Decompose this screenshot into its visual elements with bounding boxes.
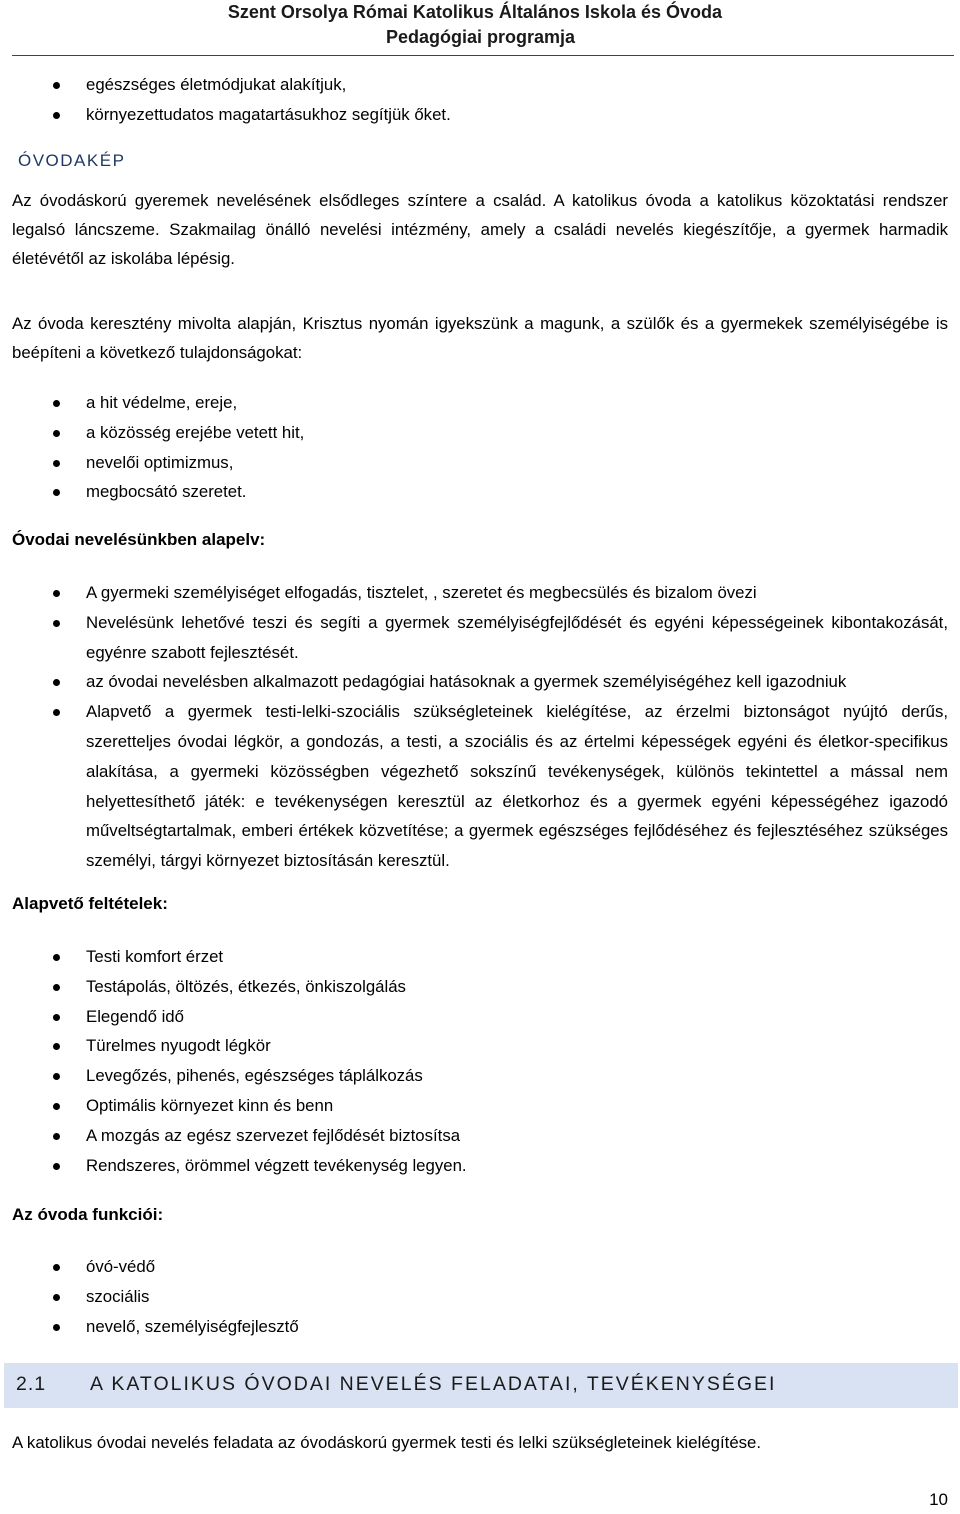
- page-header: [0, 0, 960, 56]
- header-program-title: Pedagógiai programja: [385, 27, 575, 47]
- section-title: A KATOLIKUS ÓVODAI NEVELÉS FELADATAI, TEVÉKENYSÉGEI: [90, 1373, 777, 1395]
- page-number: 10: [929, 1490, 948, 1509]
- paragraph-ovodakep: Az óvodáskorú gyeremek nevelésének elsődleges színtere a család. A katolikus óvoda a katolikus közoktatási rendszer legalsó láncszeme. Szakmailag önálló nevelési intézmény, amely a családi nevelés kiegészítője, a gyermek harmadik életévétől az iskolába lépésig.: [12, 191, 948, 268]
- list-item: Testi komfort érzet: [0, 942, 960, 972]
- list-item: nevelői optimizmus,: [0, 448, 960, 478]
- conditions-heading: Alapvető feltételek:: [12, 894, 168, 913]
- list-item: környezettudatos magatartásukhoz segítjük őket.: [0, 100, 960, 130]
- list-item: szociális: [0, 1282, 960, 1312]
- list-item: az óvodai nevelésben alkalmazott pedagógiai hatásoknak a gyermek személyiségéhez kell igazodniuk: [0, 667, 960, 697]
- list-item: óvó-védő: [0, 1252, 960, 1282]
- list-item: Nevelésünk lehetővé teszi és segíti a gyermek személyiségfejlődését és egyéni képességeinek kibontakozását, egyénre szabott fejlesztését.: [0, 608, 960, 668]
- closing-paragraph: A katolikus óvodai nevelés feladata az óvodáskorú gyermek testi és lelki szükségleteinek kielégítése.: [12, 1433, 762, 1452]
- list-item: A mozgás az egész szervezet fejlődését biztosítsa: [0, 1121, 960, 1151]
- paragraph-qualities-intro: Az óvoda keresztény mivolta alapján, Krisztus nyomán igyekszünk a magunk, a szülők és a gyermekek személyiségébe is beépíteni a következő tulajdonságokat:: [12, 314, 948, 362]
- list-item: A gyermeki személyiséget elfogadás, tisztelet, , szeretet és megbecsülés és bizalom övezi: [0, 578, 960, 608]
- intro-list: [0, 70, 960, 130]
- list-item: Testápolás, öltözés, étkezés, önkiszolgálás: [0, 972, 960, 1002]
- list-item: Türelmes nyugodt légkör: [0, 1031, 960, 1061]
- functions-heading: Az óvoda funkciói:: [12, 1205, 164, 1224]
- list-item: Levegőzés, pihenés, egészséges táplálkozás: [0, 1061, 960, 1091]
- section-heading-bar: [4, 1363, 958, 1408]
- functions-list: [0, 1252, 960, 1341]
- list-item: megbocsátó szeretet.: [0, 477, 960, 507]
- list-item: egészséges életmódjukat alakítjuk,: [0, 70, 960, 100]
- list-item: Elegendő idő: [0, 1002, 960, 1032]
- qualities-list: [0, 388, 960, 507]
- header-divider: [12, 55, 954, 56]
- list-item: a közösség erejébe vetett hit,: [0, 418, 960, 448]
- conditions-list: [0, 942, 960, 1180]
- list-item: Alapvető a gyermek testi-lelki-szociális szükségleteinek kielégítése, az érzelmi biztonságot nyújtó derűs, szeretteljes óvodai légkör, a gondozás, a testi, a szociális és az értelmi képességek egyéni és életkor-specifikus alakítása, a gyermeki közösségben végezhető sokszínű tevékenységek, különös tekintettel a mással nem helyettesíthető játék: e tevékenységen keresztül az életkorhoz és a gyermek egyéni képességéhez igazodó műveltségtartalmak, emberi értékek közvetítése; a gyermek egészséges fejlődéséhez és fejlesztéséhez szükséges személyi, tárgyi környezet biztosításán keresztül.: [0, 697, 960, 876]
- list-item: nevelő, személyiségfejlesztő: [0, 1312, 960, 1342]
- list-item: a hit védelme, ereje,: [0, 388, 960, 418]
- list-item: Optimális környezet kinn és benn: [0, 1091, 960, 1121]
- list-item: Rendszeres, örömmel végzett tevékenység legyen.: [0, 1151, 960, 1181]
- header-school-name: Szent Orsolya Római Katolikus Általános Iskola és Óvoda: [227, 2, 722, 22]
- ovodakep-heading: ÓVODAKÉP: [18, 151, 126, 170]
- section-number: 2.1: [16, 1373, 47, 1395]
- principles-heading: Óvodai nevelésünkben alapelv:: [12, 530, 266, 549]
- principles-list: [0, 578, 960, 876]
